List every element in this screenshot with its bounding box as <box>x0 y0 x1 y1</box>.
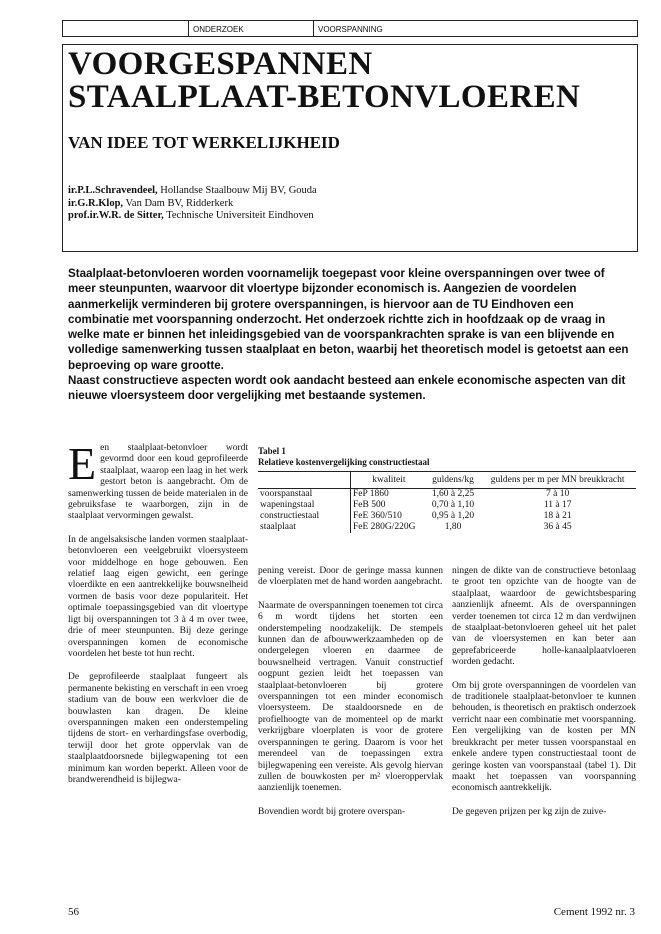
table-cell: 18 à 21 <box>543 511 572 521</box>
author-3 <box>68 210 317 223</box>
table-row <box>258 511 636 522</box>
table-cell: constructiestaal <box>260 511 320 521</box>
table-header-row <box>258 472 636 489</box>
table-label: Tabel 1 <box>258 446 286 456</box>
table-cell: 0,95 à 1,20 <box>431 511 475 521</box>
table-cell: 7 à 10 <box>546 489 570 499</box>
header-section: ONDERZOEK <box>188 21 313 36</box>
body-column-2 <box>258 566 443 830</box>
section-header <box>62 20 638 37</box>
header-spacer <box>63 21 188 36</box>
body-paragraph: pening vereist. Door de geringe massa kunnen de vloerplaten met de hand worden aangebracht. <box>258 566 443 588</box>
body-paragraph: De geprofileerde staalplaat fungeert als permanente bekisting en verschaft in een vroeg stadium van de bouw een werkvloer die de bouwlasten kan dragen. De kleine overspanningen maken een onderstempeling tijdens de stort- en verhardingsfase overbodig, terwijl door het grote oppervlak van de staalplaatdoorsnede bijlegwapening tot een minimum kan worden beperkt. Alleen voor de brandwerendheid is bijlegwa- <box>68 672 248 785</box>
body-paragraph: De gegeven prijzen per kg zijn de zuive- <box>452 806 607 817</box>
title-line-2: STAALPLAAT-BETONVLOEREN <box>68 79 581 115</box>
data-table <box>258 471 636 533</box>
table-cell: FeE 360/510 <box>351 511 427 522</box>
table-cell: 11 à 17 <box>543 500 572 510</box>
table-row <box>258 522 636 533</box>
table-header: guldens per m per MN breukkracht <box>479 472 636 489</box>
journal-issue: Cement 1992 nr. 3 <box>553 906 635 918</box>
author-affiliation: Van Dam BV, Ridderkerk <box>125 197 234 209</box>
author-1 <box>68 185 317 198</box>
table-header: kwaliteit <box>351 472 427 489</box>
author-name: ir.G.R.Klop, <box>68 197 124 209</box>
table-cell: staalplaat <box>260 522 296 532</box>
table-header: guldens/kg <box>427 472 480 489</box>
table-cell: FeB 500 <box>351 500 427 511</box>
table-caption <box>258 446 636 468</box>
author-affiliation: Technische Universiteit Eindhoven <box>166 210 314 221</box>
cost-table <box>258 446 636 533</box>
table-cell: 1,60 à 2,25 <box>431 489 475 499</box>
drop-cap: E <box>68 438 97 489</box>
body-paragraph: ningen de dikte van de constructieve betonlaag te groot ten opzichte van de hoogte van de staalplaat, waardoor de gewichtsbesparing aanzienlijk afneemt. Als de overspanningen verder toenemen tot circa 12 m dan verdwijnen de staalplaat-betonvloeren geheel uit het palet van de vloersystemen en kan beter aan geprefabriceerde holle-kanaalplaatvloeren worden gedacht. <box>452 566 636 668</box>
author-list <box>68 185 317 223</box>
table-cell: 36 à 45 <box>543 522 572 532</box>
body-paragraph: Naarmate de overspanningen toenemen tot circa 6 m wordt tijdens het storten een onderstempeling noodzakelijk. De stempels kunnen dan de afbouwwerkzaamheden op de ondergelegen vloeren en daarmee de bouwsnelheid vertragen. Vanuit constructief oogpunt gezien leidt het toepassen van staalplaat-betonvloeren bij grotere overspanningen tot een minder economisch vloersysteem. De staaldoorsnede en de profielhoogte van de momenteel op de markt verkrijgbare vloerplaten is voor de grotere overspanningen te gering. Daarom is voor het merendeel van de toepassingen extra bijlegwapening een vereiste. Als gevolg hiervan zullen de bouwkosten per m² vloeroppervlak aanzienlijk toenemen. <box>258 600 443 794</box>
author-affiliation: Hollandse Staalbouw Mij BV, Gouda <box>160 185 317 196</box>
author-name: prof.ir.W.R. de Sitter, <box>68 210 164 221</box>
body-column-3 <box>452 566 636 830</box>
table-cell: 0,70 à 1,10 <box>431 500 475 510</box>
table-row <box>258 500 636 511</box>
article-subtitle: VAN IDEE TOT WERKELIJKHEID <box>68 133 340 152</box>
body-paragraph: Bovendien wordt bij grotere overspan- <box>258 806 406 817</box>
header-topic: VOORSPANNING <box>313 21 637 36</box>
table-cell: 1,80 <box>444 522 462 532</box>
table-title: Relatieve kostenvergelijking constructiestaal <box>258 457 430 467</box>
title-line-1: VOORGESPANNEN <box>68 46 373 82</box>
page-number: 56 <box>68 906 79 918</box>
article-title <box>68 48 580 114</box>
body-column-1 <box>68 438 248 798</box>
body-paragraph: In de angelsaksische landen vormen staalplaat-betonvloeren een veelgebruikt vloersysteem voor middelhoge en hoge gebouwen. Een relatief laag eigen gewicht, een geringe vloerdikte en een aantrekkelijke bouwsnelheid vormen de basis voor deze populariteit. Het optimale toepassingsgebied van dit vloertype ligt bij overspanningen tot 3 à 4 m over twee, drie of meer steunpunten. Bij deze geringe overspanningen komen de economische voordelen het beste tot hun recht. <box>68 534 248 659</box>
body-paragraph: Een staalplaat-betonvloer wordt gevormd door een koud geprofileerde staalplaat, waarop een laag in het werk gestort beton is aangebracht. Om de samenwerking tussen de beide materialen in de gebruiksfase te waarborgen, zijn in de staalplaat vervormingen gewalst. <box>68 438 248 522</box>
author-2 <box>68 198 317 211</box>
table-header <box>258 472 351 489</box>
abstract-paragraph-2: Naast constructieve aspecten wordt ook aandacht besteed aan enkele economische aspecten van dit nieuwe vloersysteem door vergelijking met bestaande systemen. <box>68 374 626 403</box>
table-row <box>258 489 636 501</box>
body-paragraph: Om bij grote overspanningen de voordelen van de traditionele staalplaat-betonvloer te kunnen behouden, is theoretisch en praktisch onderzoek verricht naar een combinatie met voorspanning. Een vergelijking van de kosten per MN breukkracht per meter tussen voorspanstaal en enkele andere typen constructiestaal toont de geringe kosten van voorspanstaal (tabel 1). Dit maakt het toepassen van voorspanning economisch aantrekkelijk. <box>452 680 636 794</box>
abstract <box>68 266 634 404</box>
table-cell: FeP 1860 <box>351 489 427 501</box>
table-cell: FeE 280G/220G <box>351 522 427 533</box>
author-name: ir.P.L.Schravendeel, <box>68 185 158 196</box>
table-cell: wapeningstaal <box>260 500 315 510</box>
abstract-paragraph-1: Staalplaat-betonvloeren worden voornamelijk toegepast voor kleine overspanningen over twee of meer steunpunten, waarvoor dit vloertype bijzonder economisch is. Aangezien de voordelen aanmerkelijk verminderen bij grotere overspanningen, is hiervoor aan de TU Eindhoven een combinatie met voorspanning onderzocht. Het onderzoek richtte zich in hoofdzaak op de vraag in welke mate er binnen het inleidingsgebied van de voorspankrachten sprake is van een blijvende en volledige samenwerking tussen staalplaat en beton, waarbij het theoretisch model is getoetst aan een beproeving op ware grootte. <box>68 267 629 372</box>
table-cell: voorspanstaal <box>260 489 313 499</box>
